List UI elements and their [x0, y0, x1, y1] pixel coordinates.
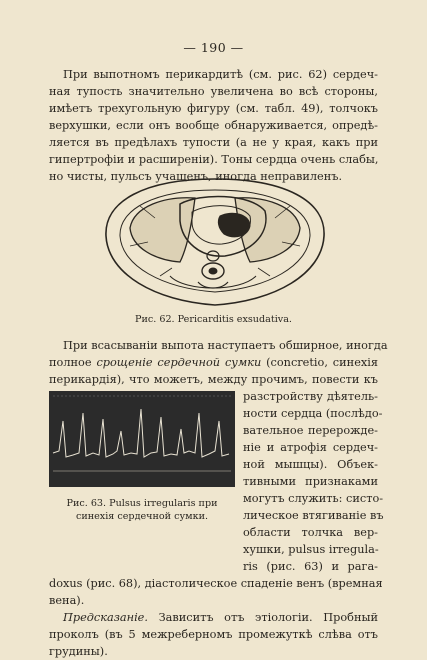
page-number: — 190 — [183, 40, 244, 55]
text-line: области толчка вер- [243, 526, 378, 539]
text-line: ности сердца (послѣдо- [243, 407, 383, 420]
text-line: Предсказаніе. Зависитъ отъ этіологіи. Пробный [63, 611, 378, 624]
text-line: ніе и атрофія сердеч- [243, 441, 378, 454]
text-line: ляется въ предѣлахъ тупости (а не у края, какъ при [49, 136, 378, 149]
text-line: могутъ служить: систо- [243, 492, 384, 505]
figure-63-caption-line: Рис. 63. Pulsus irregularis при [66, 498, 218, 509]
pericarditis-cross-section-illustration [100, 176, 330, 310]
section-label: Предсказаніе. [63, 611, 148, 624]
text-line: вательное перерожде- [243, 424, 378, 437]
figure-62-caption: Рис. 62. Pericarditis exsudativa. [135, 314, 292, 325]
text-line: имѣетъ трехугольную фигуру (см. табл. 49), толчокъ [49, 102, 378, 115]
text-line: вена). [49, 594, 85, 607]
text-line: ной мышцы). Объек- [243, 458, 378, 471]
text-line: верхушки, если онъ вообще обнаруживается, опредѣ- [49, 119, 378, 132]
text-line: проколъ (въ 5 межреберномъ промежуткѣ слѣва отъ [49, 628, 378, 641]
text-line: ная тупость значительно увеличена во всѣ стороны, [49, 85, 378, 98]
text-line: При всасываніи выпота наступаетъ обширное, иногда [63, 339, 388, 352]
text-line: гипертрофіи и расширеніи). Тоны сердца очень слабы, [49, 153, 379, 166]
text-line: разстройству дѣятель- [243, 390, 378, 403]
text-line: тивными признаками [243, 475, 378, 488]
text-line: При выпотномъ перикардитѣ (см. рис. 62) сердеч- [63, 68, 378, 81]
pulse-trace-image [49, 391, 235, 487]
text-line: лическое втягиваніе въ [243, 509, 384, 522]
text-line: хушки, pulsus irregula- [243, 543, 379, 556]
text-line: полное срощеніе сердечной сумки (concretio, синехія [49, 356, 378, 369]
text-line: но чисты, пульсъ учащенъ, иногда неправиленъ. [49, 170, 343, 183]
text-line: грудины). [49, 645, 108, 658]
figure-63-caption-line: синехія сердечной сумки. [75, 511, 209, 522]
emphasis-term: срощеніе сердечной сумки [96, 356, 262, 369]
text-line: doxus (рис. 68), діастолическое спаденіе венъ (времная [49, 577, 383, 590]
text-line: перикардія), что можетъ, между прочимъ, повести къ [49, 373, 378, 386]
text-line: ris (рис. 63) и рага- [243, 560, 378, 573]
